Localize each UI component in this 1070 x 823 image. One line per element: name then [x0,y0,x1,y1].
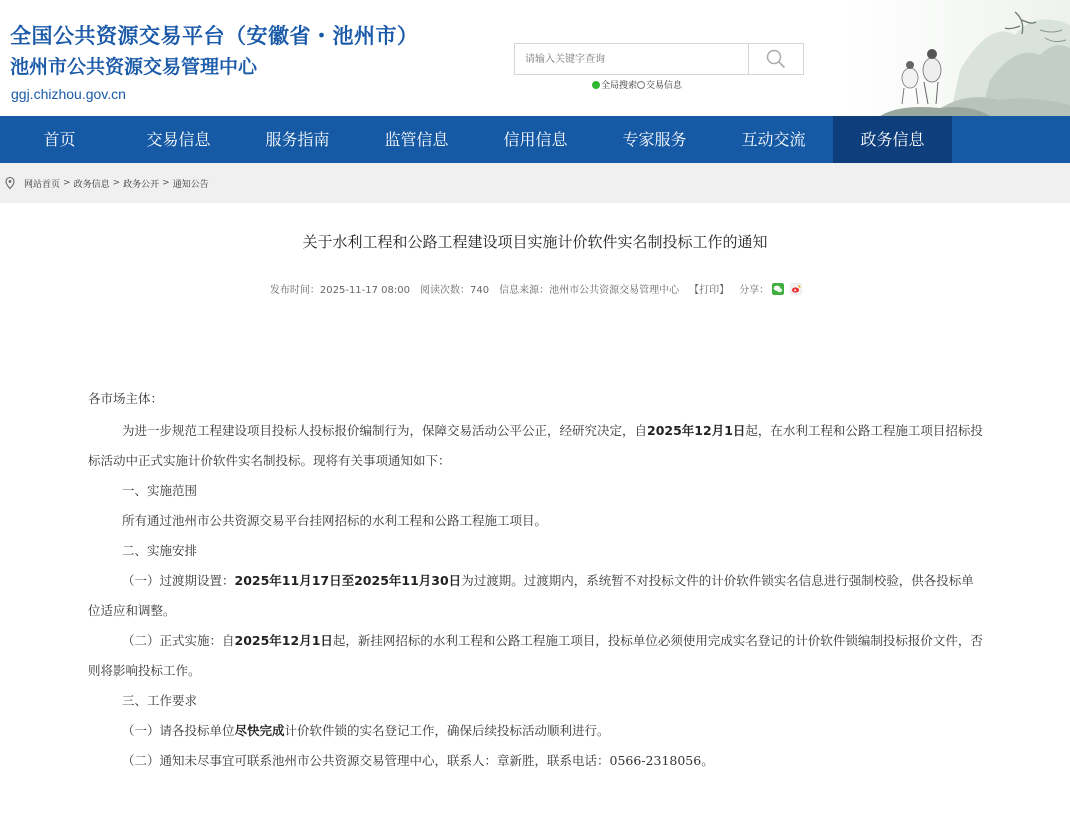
breadcrumb-separator: > [63,178,71,188]
nav-government-info[interactable]: 政务信息 [833,116,952,163]
search-button[interactable] [748,44,803,74]
intro-date-bold: 2025年12月1日 [647,423,746,438]
wechat-share-icon[interactable] [772,283,784,295]
scope-trade-radio[interactable] [637,81,645,89]
info-source: 信息来源：池州市公共资源交易管理中心 [499,285,680,296]
section-heading-2: 二、实施安排 [122,543,198,558]
print-link[interactable]: 【打印】 [689,285,730,296]
view-count: 阅读次数：740 [420,285,490,296]
implementation-date-bold: 2025年12月1日 [234,633,333,648]
nav-supervision-info[interactable]: 监管信息 [384,130,449,149]
salutation: 各市场主体： [88,391,164,406]
ink-painting-illustration [840,0,1070,116]
article-body [88,384,983,776]
intro-text-c: 起，在水利工程和公路工程施工项目招标投标活动中正式实施计价软件实名制投标。现将有关事项通知如下： [88,423,983,468]
requirement-paragraph-1 [88,716,983,746]
site-domain: ggj.chizhou.gov.cn [11,86,126,102]
search-scope [592,78,682,91]
site-header [0,0,1070,116]
main-nav [0,116,1070,163]
search-box [514,43,804,75]
breadcrumb-public-affairs[interactable]: 政务公开 [123,179,160,190]
weibo-share-icon[interactable] [790,283,802,295]
breadcrumb-notices[interactable]: 通知公告 [172,179,209,190]
requirement-text-a: （一）请各投标单位 [122,723,235,738]
nav-credit-info[interactable]: 信用信息 [503,130,568,149]
nav-interaction[interactable]: 互动交流 [741,130,806,149]
center-title: 池州市公共资源交易管理中心 [10,56,258,78]
scope-all-radio[interactable] [592,81,600,89]
implementation-text-a: （二）正式实施：自 [122,633,235,648]
breadcrumb [0,163,1070,203]
section-heading-3: 三、工作要求 [122,693,198,708]
transition-text-c: 为过渡期。过渡期内，系统暂不对投标文件的计价软件锁实名信息进行强制校验，供各投标单位适应和调整。 [88,573,974,618]
transition-text-a: （一）过渡期设置： [122,573,235,588]
breadcrumb-government-info[interactable]: 政务信息 [73,179,110,190]
nav-expert-service[interactable]: 专家服务 [622,130,687,149]
nav-trade-info[interactable]: 交易信息 [146,130,211,149]
scope-all-label[interactable]: 全局搜索 [601,81,638,91]
implementation-paragraph [88,626,983,686]
requirement-bold: 尽快完成 [234,723,285,738]
share-label: 分享： [739,285,770,296]
intro-paragraph [88,416,983,476]
transition-dates-bold: 2025年11月17日至2025年11月30日 [234,573,462,588]
article-title: 关于水利工程和公路工程建设项目实施计价软件实名制投标工作的通知 [302,233,768,251]
location-pin-icon [2,176,18,190]
platform-title: 全国公共资源交易平台（安徽省・池州市） [10,24,419,48]
article-meta [0,281,1070,296]
search-icon [766,49,786,69]
section-1-paragraph: 所有通过池州市公共资源交易平台挂网招标的水利工程和公路工程施工项目。 [122,513,548,528]
nav-service-guide[interactable]: 服务指南 [265,130,330,149]
transition-paragraph [88,566,983,626]
search-input[interactable] [515,44,748,74]
intro-text-a: 为进一步规范工程建设项目投标人投标报价编制行为，保障交易活动公平公正，经研究决定，自 [122,423,648,438]
breadcrumb-separator: > [162,178,170,188]
requirement-text-c: 计价软件锁的实名登记工作，确保后续投标活动顺利进行。 [284,723,610,738]
breadcrumb-separator: > [112,178,121,188]
breadcrumb-home[interactable]: 网站首页 [24,179,61,190]
section-heading-1: 一、实施范围 [122,483,198,498]
publish-time: 发布时间：2025-11-17 08:00 [269,285,411,296]
nav-home[interactable]: 首页 [43,130,76,149]
scope-trade-label[interactable]: 交易信息 [646,81,683,91]
requirement-paragraph-2: （二）通知未尽事宜可联系池州市公共资源交易管理中心，联系人：章新胜，联系电话：0566-2318056。 [122,753,714,768]
implementation-text-c: 起，新挂网招标的水利工程和公路工程施工项目，投标单位必须使用完成实名登记的计价软件锁编制投标报价文件，否则将影响投标工作。 [88,633,983,678]
